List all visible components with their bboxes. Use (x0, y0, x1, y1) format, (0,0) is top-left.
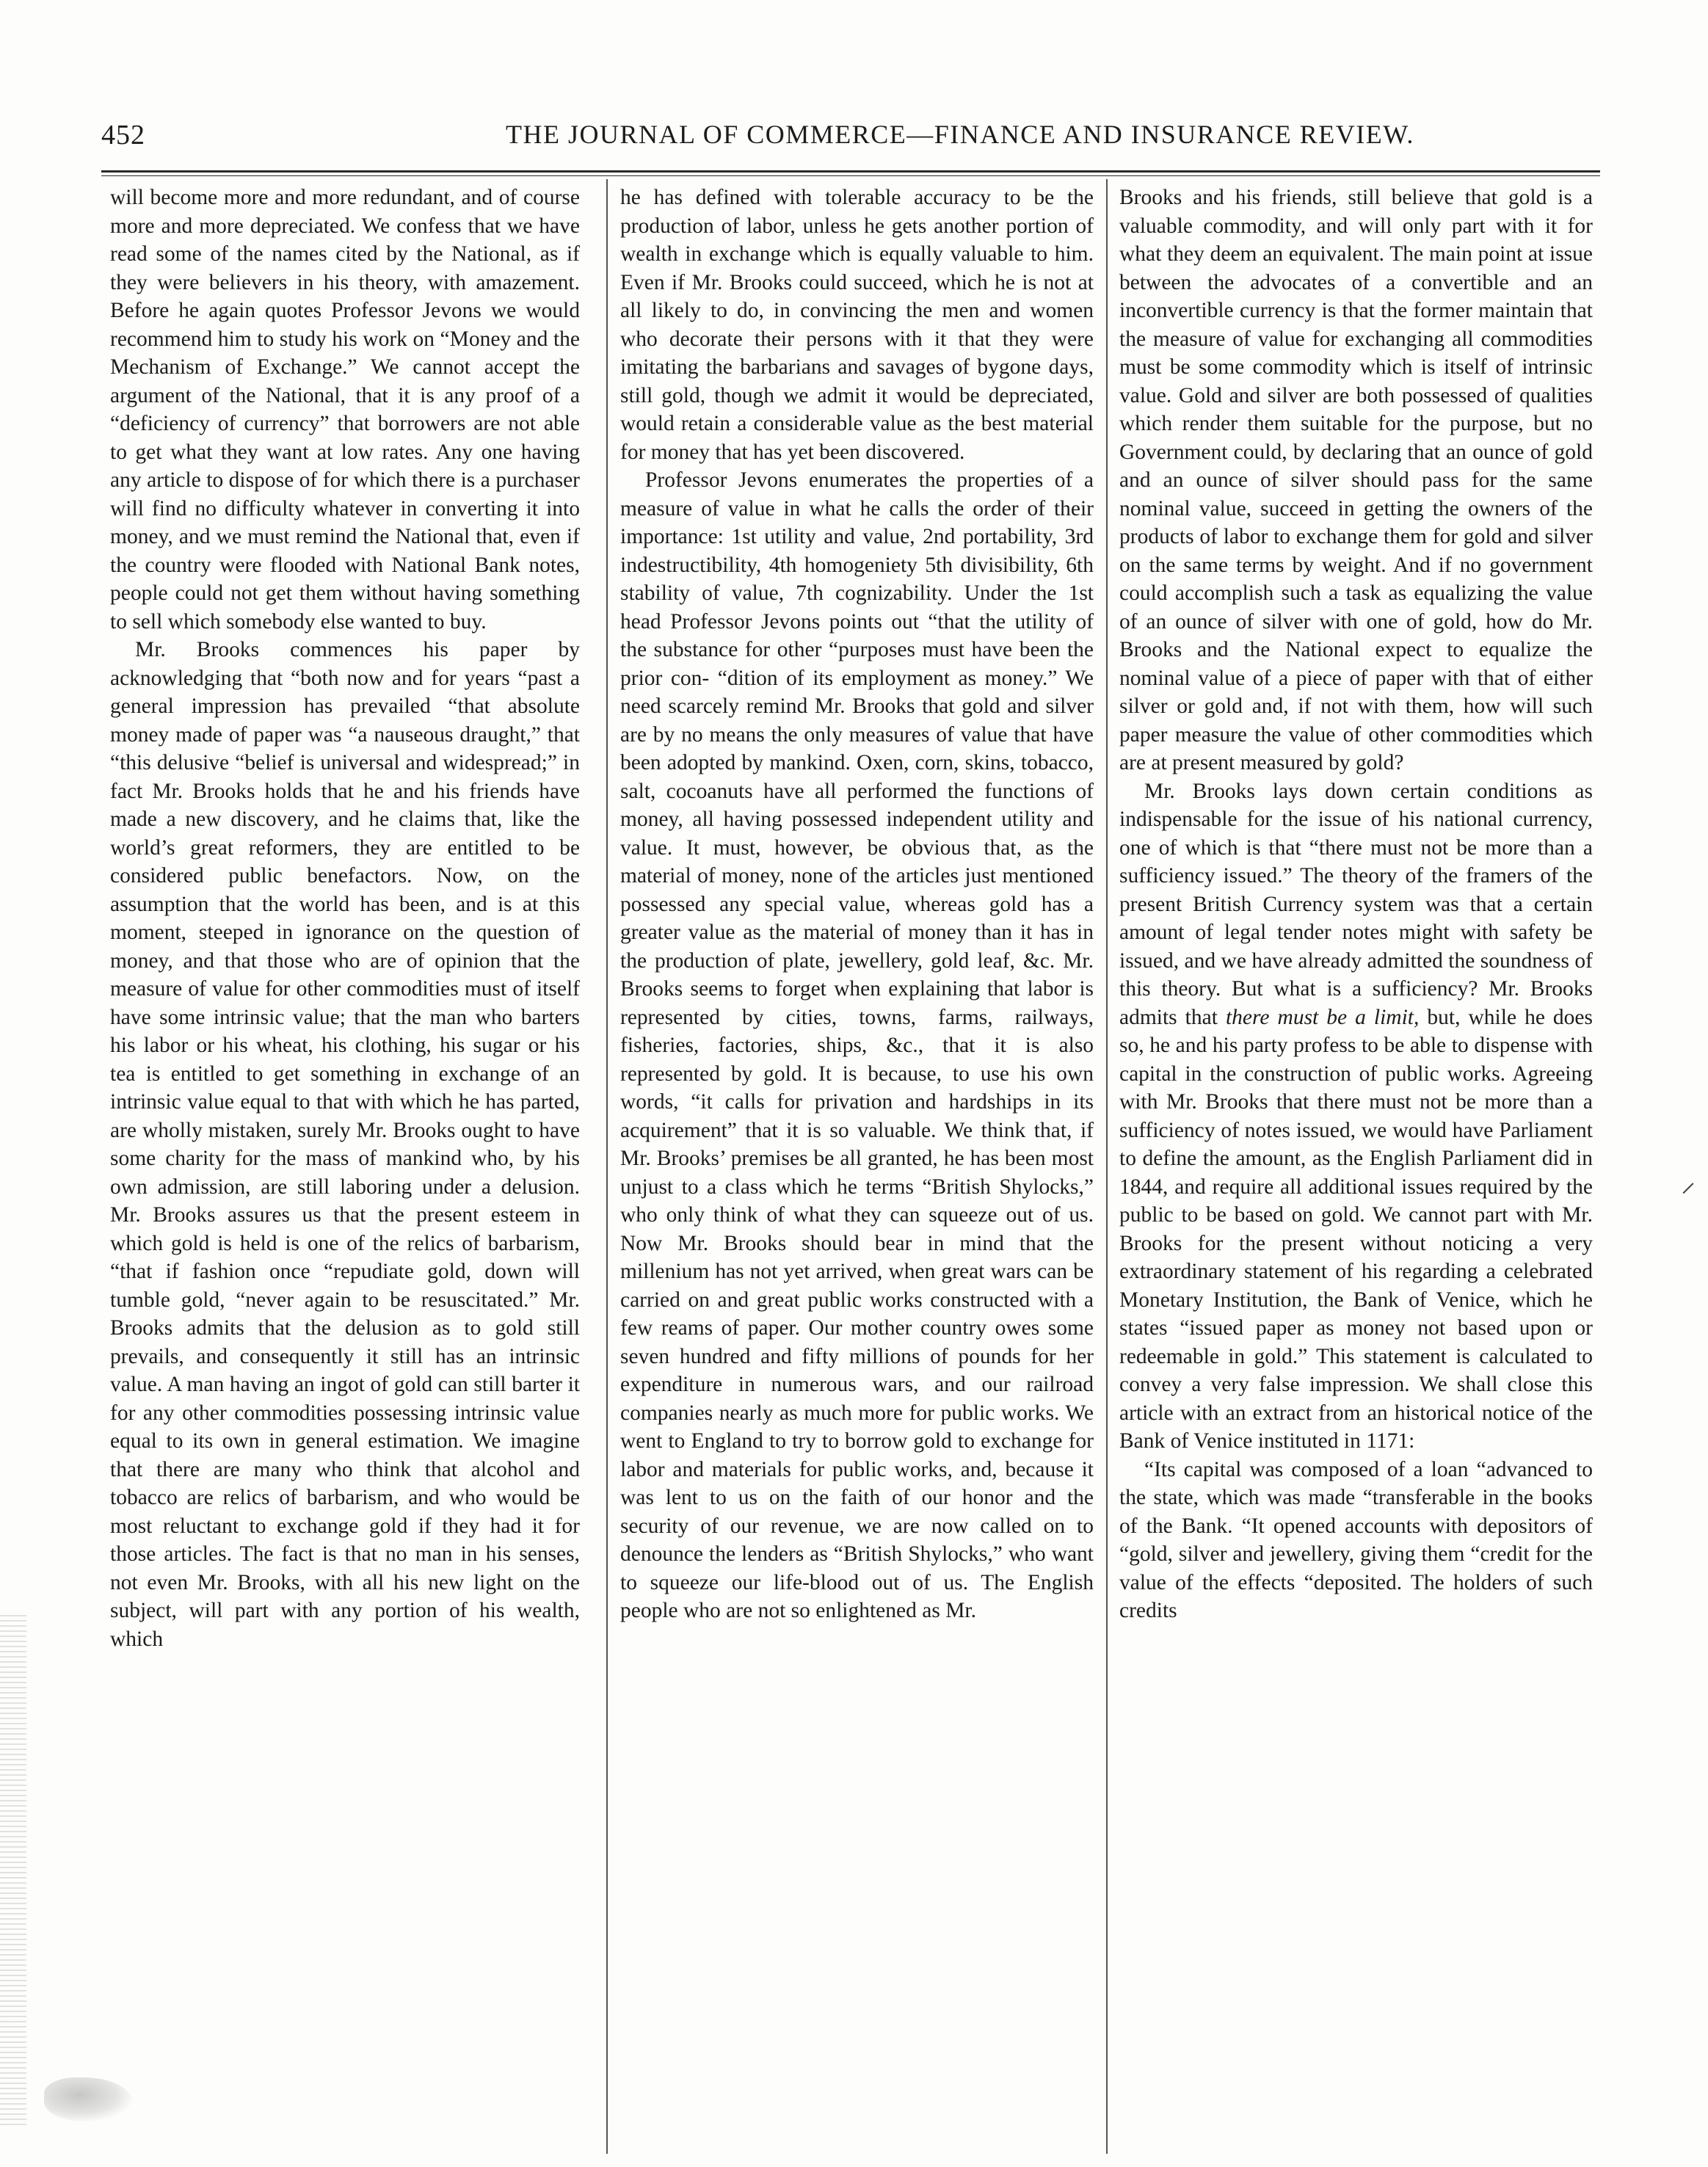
paragraph-text: but, while he does so, he and his party profess to be able to dispense with capital in the construction of public works. Agreeing with Mr. Brooks that there must not be more than a sufficiency of notes issued, we would have Parliament to define the amount, as the English Parliament did in 1844, and require all additional issues required by the public to be based on gold. We cannot part with Mr. Brooks for the present without noticing a very extraordinary statement of his regarding a celebrated Monetary Institution, the Bank of Venice, which he states “issued paper as money not based upon or redeemable in gold.” This statement is calculated to convey a very false impression. We shall close this article with an extract from an historical notice of the Bank of Venice instituted in 1171: (1119, 1005, 1593, 1453)
page-number: 452 (101, 120, 145, 150)
header-rule-thin (101, 175, 1600, 176)
italic-phrase: there must be a limit, (1225, 1005, 1420, 1029)
header-rule (101, 170, 1600, 173)
paragraph: Brooks and his friends, still believe that gold is a valuable commodity, and will only part with it for what they deem an equivalent. The main point at issue between the advocates of a convertible and an inconvertible currency is that the former maintain that the measure of value for exchanging all commodities must be some commodity which is itself of intrinsic value. Gold and silver are both possessed of qualities which render them suitable for the purpose, but no Government could, by declaring that an ounce of gold and an ounce of silver should pass for the same nominal value, succeed in getting the owners of the products of labor to exchange them for gold and silver on the same terms by weight. And if no government could accomplish such a task as equalizing the value of an ounce of silver with one of gold, how do Mr. Brooks and the National expect to equalize the nominal value of a piece of paper with that of either silver or gold and, if not with them, how will such paper measure the value of other commodities which are at present measured by gold? (1119, 186, 1593, 774)
column-3 (1119, 184, 1593, 2158)
paragraph: he has defined with tolerable accuracy to be the production of labor, unless he gets another portion of wealth in exchange which is equally valuable to him. Even if Mr. Brooks could succeed, which he is not at all likely to do, in convincing the men and women who decorate their persons with it that they were imitating the barbarians and savages of bygone days, still gold, though we admit it would be depreciated, would retain a considerable value as the best material for money that has yet been discovered. (620, 186, 1094, 464)
paragraph: will become more and more redundant, and of course more and more depreciated. We confess that we have read some of the names cited by the National, as if they were believers in his theory, with amazement. Before he again quotes Professor Jevons we would recommend him to study his work on “Money and the Mechanism of Exchange.” We cannot accept the argument of the National, that it is any proof of a “deficiency of currency” that borrowers are not able to get what they want at low rates. Any one having any article to dispose of for which there is a purchaser will find no difficulty whatever in converting it into money, and we must remind the National that, even if the country were flooded with National Bank notes, people could not get them without having something to sell which somebody else wanted to buy. (110, 186, 580, 634)
paragraph (1119, 777, 1593, 1456)
paragraph: Professor Jevons enumerates the properties of a measure of value in what he calls the order of their importance: 1st utility and value, 2nd portability, 3rd indestructibility, 4th homogeniety 5th divisibility, 6th stability of value, 7th cognizability. Under the 1st head Professor Jevons points out “that the utility of the substance for other “purposes must have been the prior con- “dition of its employment as money.” We need scarcely remind Mr. Brooks that gold and silver are by no means the only measures of value that have been adopted by mankind. Oxen, corn, skins, tobacco, salt, cocoanuts have all performed the functions of money, all having possessed independent utility and value. It must, however, be obvious that, as the material of money, none of the articles just mentioned possessed any special value, whereas gold has a greater value as the material of money than it has in the production of plate, jewellery, gold leaf, &c. Mr. Brooks seems to forget when explaining that labor is represented by cities, towns, farms, railways, fisheries, factories, ships, &c., that it is also represented by gold. It is because, to use his own words, “it calls for privation and hardships in its acquirement” that it is so valuable. We think that, if Mr. Brooks’ premises be all granted, he has been most unjust to a class which he terms “British Shylocks,” who only think of what they can squeeze out of us. Now Mr. Brooks should bear in mind that the millenium has not yet arrived, when great wars can be carried on and great public works constructed with a few reams of paper. Our mother country owes some seven hundred and fifty millions of pounds for her expenditure in numerous wars, and our railroad companies nearly as much more for public works. We went to England to try to borrow gold to exchange for labor and materials for public works, and, because it was lent to us on the faith of our honor and the security of our revenue, we are now called on to denounce the lenders as “British Shylocks,” who want to squeeze our life-blood out of us. The English people who are not so enlightened as Mr. (620, 468, 1094, 1622)
paragraph-text: Mr. Brooks lays down certain conditions as indispensable for the issue of his national currency, one of which is that “there must not be more than a sufficiency issued.” The theory of the framers of the present British Currency system was that a certain amount of legal tender notes might with safety be issued, and we have already admitted the soundness of this theory. But what is a sufficiency? Mr. Brooks admits that (1119, 779, 1593, 1029)
edge-speckle (0, 1615, 26, 2129)
quotation: “Its capital was composed of a loan “advanced to the state, which was made “transferable in the books of the Bank. “It opened accounts with depositors of “gold, silver and jewellery, giving them “credit for the value of the effects “deposited. The holders of such credits (1119, 1457, 1593, 1622)
column-1 (110, 184, 580, 2158)
page-header (101, 119, 1599, 156)
margin-mark-icon: ⸝ (1681, 1165, 1696, 1198)
running-head: THE JOURNAL OF COMMERCE—FINANCE AND INSURANCE REVIEW. (506, 120, 1414, 149)
column-2 (620, 184, 1094, 2158)
paragraph: Mr. Brooks commences his paper by acknowledging that “both now and for years “past a general impression has prevailed “that absolute money made of paper was “a nauseous draught,” that “this delusive “belief is universal and widespread;” in fact Mr. Brooks holds that he and his friends have made a new discovery, and he claims that, like the world’s great reformers, they are entitled to be considered public benefactors. Now, on the assumption that the world has been, and is at this moment, steeped in ignorance on the question of money, and that those who are of opinion that the measure of value for other commodities must of itself have some intrinsic value; that the man who barters his labor or his wheat, his clothing, his sugar or his tea is entitled to get something in exchange of an intrinsic value equal to that with which he has parted, are wholly mistaken, surely Mr. Brooks ought to have some charity for the mass of mankind who, by his own admission, are still laboring under a delusion. Mr. Brooks assures us that the present esteem in which gold is held is one of the relics of barbarism, “that if fashion once “repudiate gold, down will tumble gold, “never again to be resuscitated.” Mr. Brooks admits that the delusion as to gold still prevails, and consequently it still has an intrinsic value. A man having an ingot of gold can still barter it for any other commodities possessing intrinsic value equal to its own in general estimation. We imagine that there are many who think that alcohol and tobacco are relics of barbarism, and who would be most reluctant to exchange gold if they had it for those articles. The fact is that no man in his senses, not even Mr. Brooks, with all his new light on the subject, will part with any portion of his wealth, which (110, 638, 580, 1651)
column-divider-1 (606, 179, 608, 2154)
column-divider-2 (1106, 179, 1108, 2154)
